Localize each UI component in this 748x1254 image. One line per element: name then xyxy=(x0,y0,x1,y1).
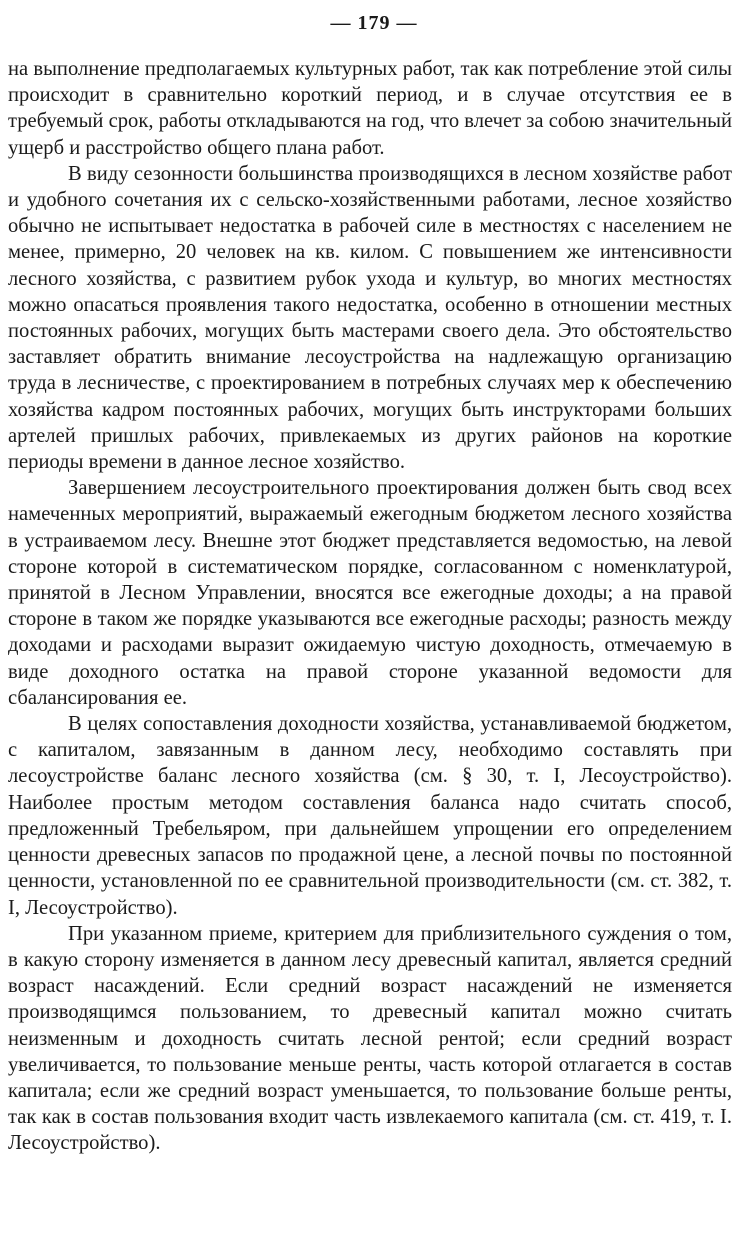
page-number: — 179 — xyxy=(330,12,418,34)
paragraph-balance: В целях сопоставления доходности хозяйства, устанавливаемой бюджетом, с капиталом, завязанным в данном лесу, необходимо составлять при лесоустройстве баланс лесного хозяйства (см. § 30, т. I, Лесоустройство). Наиболее простым методом составления баланса надо считать способ, предложенный Требельяром, при дальнейшем упрощении его определением ценности древесных запасов по продажной цене, а лесной почвы по постоянной ценности, установленной по ее сравнительной производительности (см. ст. 382, т. I, Лесоустройство). xyxy=(8,713,732,919)
paragraph-seasonality: В виду сезонности большинства производящихся в лесном хозяйстве работ и удобного сочетания их с сельско-хозяйственными работами, лесное хозяйство обычно не испытывает недостатка в рабочей силе в местностях с населением не менее, примерно, 20 человек на кв. килом. С повышением же интенсивности лесного хозяйства, с развитием рубок ухода и культур, во многих местностях можно опасаться проявления такого недостатка, особенно в отношении местных постоянных рабочих, могущих быть мастерами своего дела. Это обстоятельство заставляет обратить внимание лесоустройства на надлежащую организацию труда в лесничестве, с проектированием в потребных случаях мер к обеспечению хозяйства кадром постоянных рабочих, могущих быть инструкторами больших артелей пришлых рабочих, привлекаемых из других районов на короткие периоды времени в данное лесное хозяйство. xyxy=(8,162,732,474)
document-body xyxy=(8,56,732,1157)
paragraph-continuation: на выполнение предполагаемых культурных работ, так как потребление этой силы происходит в сравнительно короткий период, и в случае отсутствия ее в требуемый срок, работы откладываются на год, что влечет за собою значительный ущерб и расстройство общего плана работ. xyxy=(8,58,732,159)
paragraph-average-age: При указанном приеме, критерием для приблизительного суждения о том, в какую сторону изменяется в данном лесу древесный капитал, является средний возраст насаждений. Если средний возраст насаждений не изменяется производящимся пользованием, то древесный капитал можно считать неизменным и доходность считать лесной рентой; если средний возраст увеличивается, то пользование меньше ренты, часть которой отлагается в состав капитала; если же средний возраст уменьшается, то пользование больше ренты, так как в состав пользования входит часть извлекаемого капитала (см. ст. 419, т. I. Лесоустройство). xyxy=(8,922,732,1155)
paragraph-budget: Завершением лесоустроительного проектирования должен быть свод всех намеченных мероприятий, выражаемый ежегодным бюджетом лесного хозяйства в устраиваемом лесу. Внешне этот бюджет представляется ведомостью, на левой стороне которой в систематическом порядке, согласованном с номенклатурой, принятой в Лесном Управлении, вносятся все ежегодные доходы; а на правой стороне в таком же порядке указываются все ежегодные расходы; разность между доходами и расходами выразит ожидаемую чистую доходность, отмечаемую в виде доходного остатка на правой стороне указанной ведомости для сбалансирования ее. xyxy=(8,477,732,709)
